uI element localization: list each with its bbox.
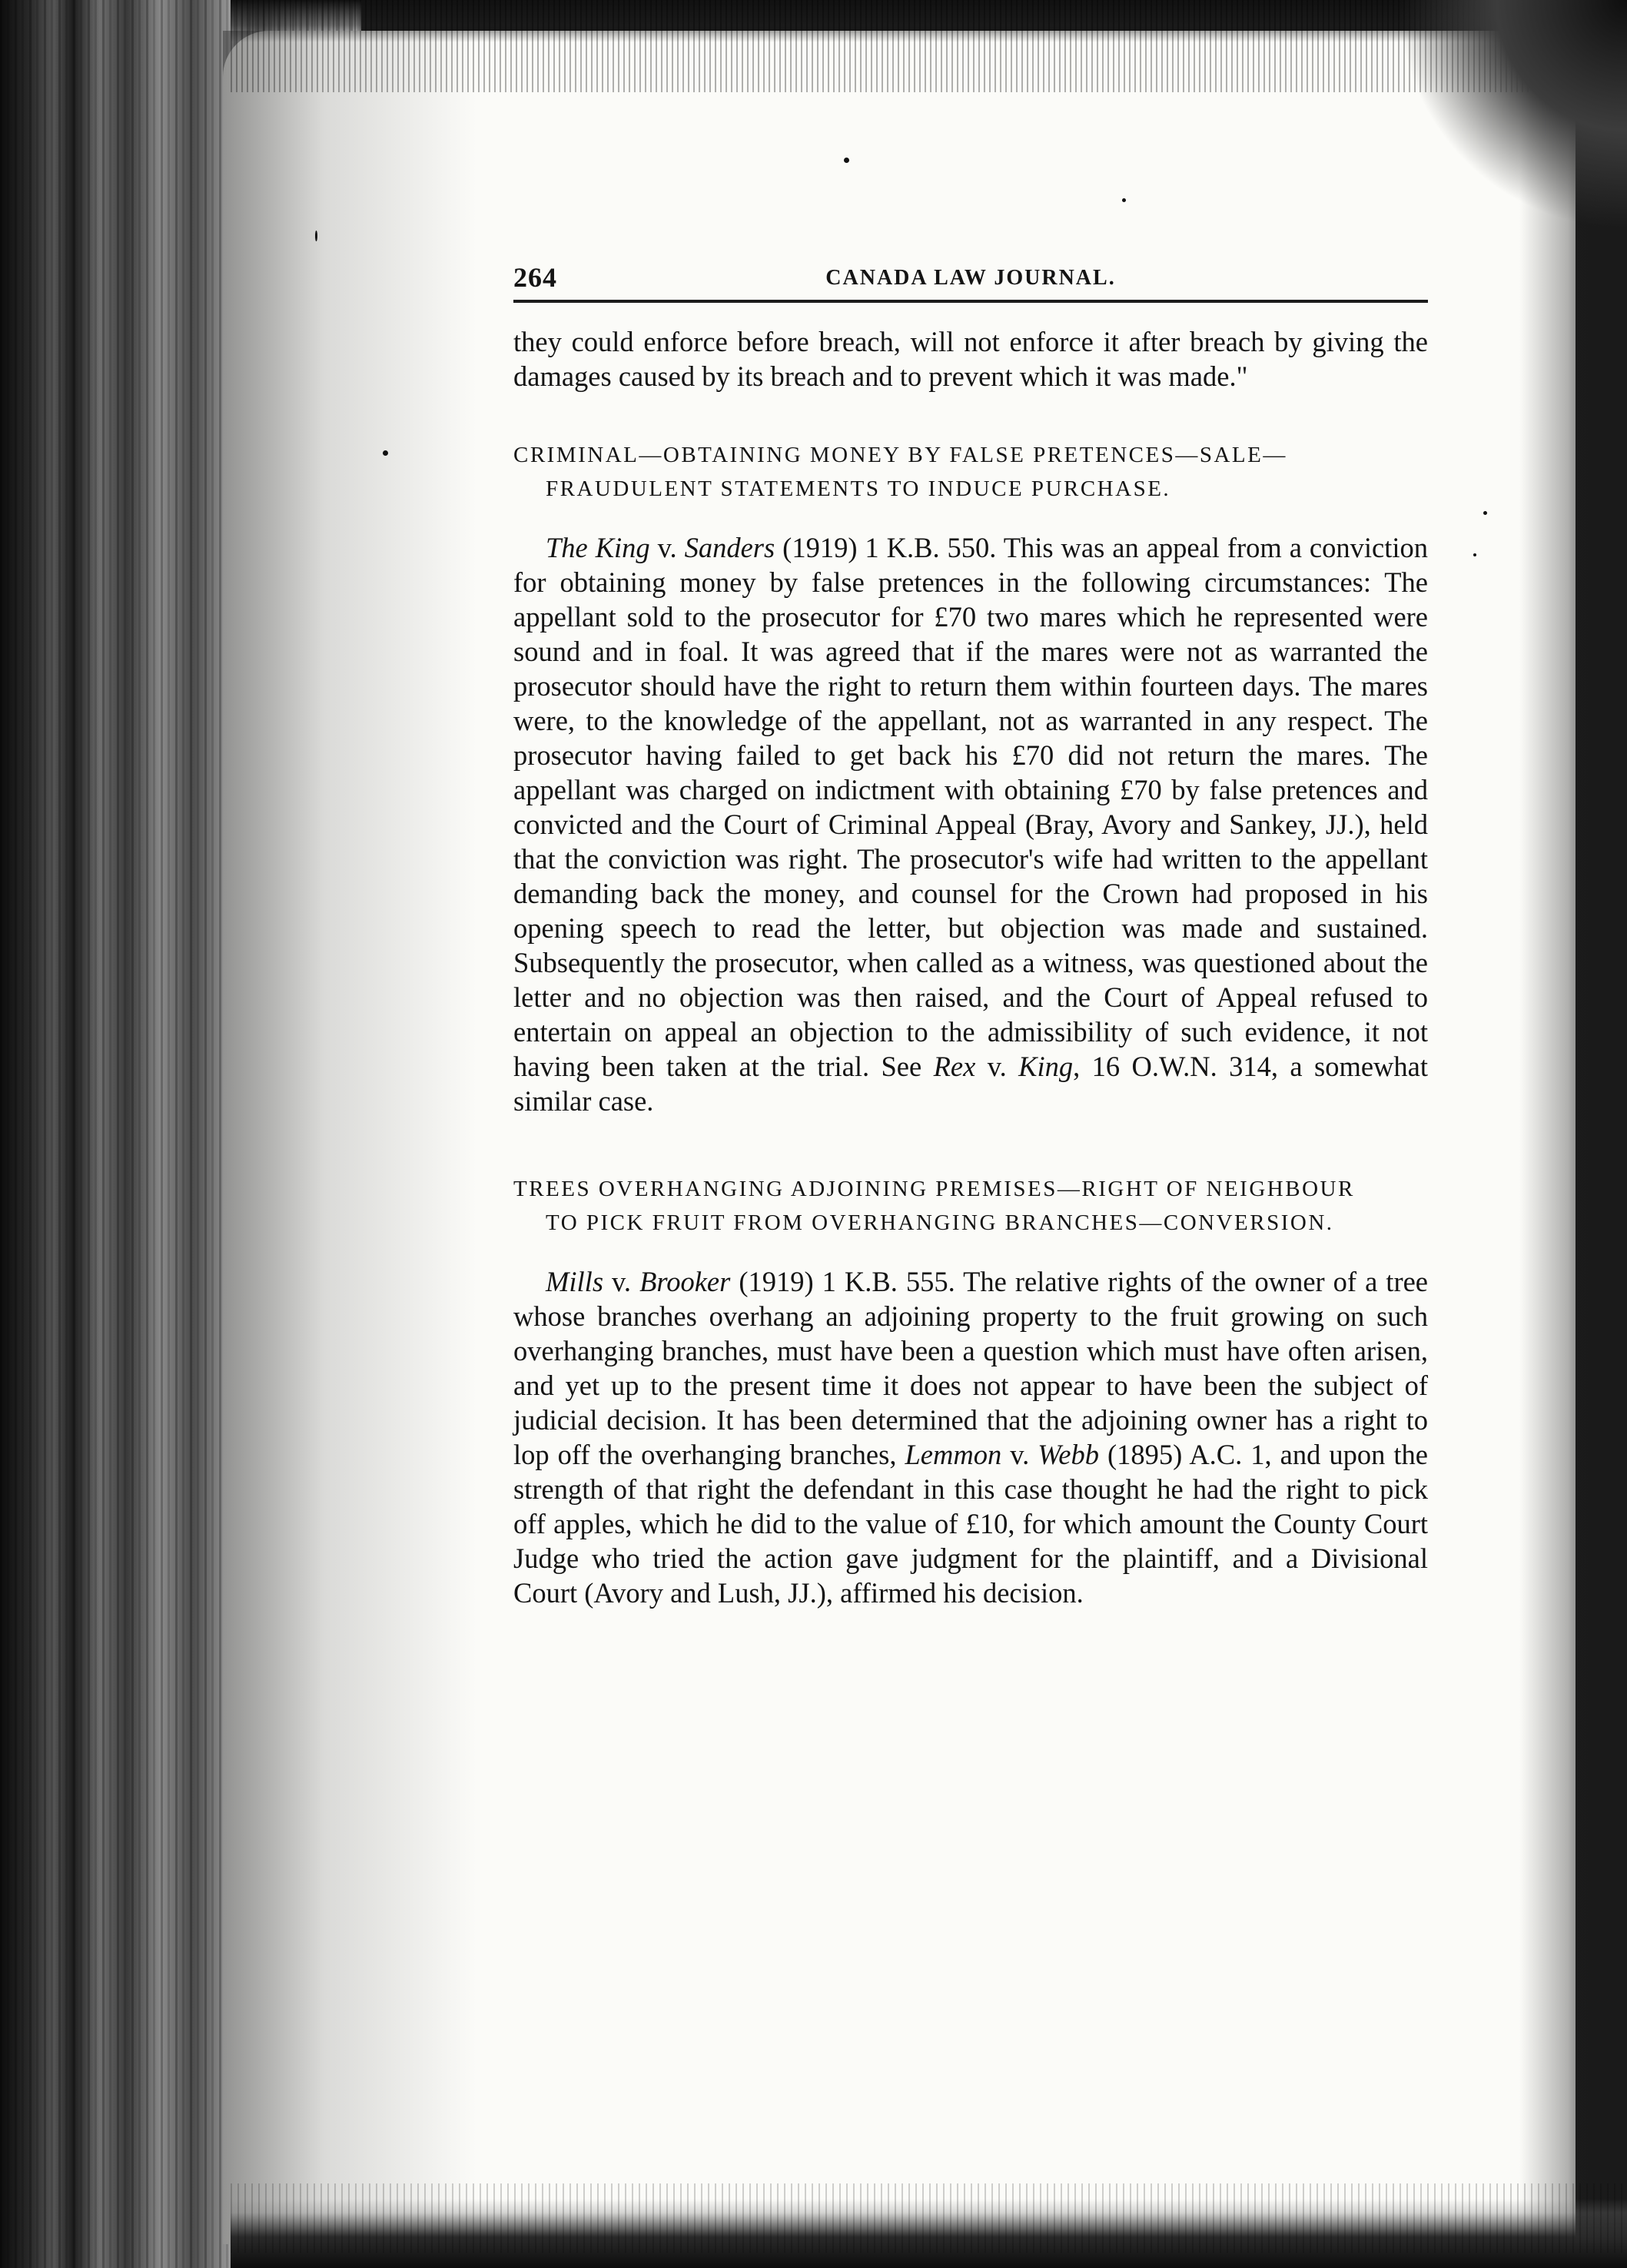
opening-paragraph: they could enforce before breach, will not enforce it after breach by giving the damages caused by its breach and to prevent which it was made." (513, 326, 1428, 392)
section-heading-trees (513, 1172, 1428, 1240)
case-party: Brooker (639, 1266, 731, 1297)
case-body: (1895) A.C. 1, and upon the strength of that right the defendant in this case thought he had the right to pick off apples, which he did to the value of £10, for which amount the County Court Judge who tried the action gave judgment for the plaintiff, and a Divisional Court (Avory and Lush, JJ.), affirmed his decision. (513, 1439, 1428, 1609)
ink-speck (1473, 553, 1476, 556)
case-body: (1919) 1 K.B. 555. The relative rights of the owner of a tree whose branches overhang an adjoining property to the fruit growing on such overhanging branches, must have been a question which must have often arisen, and yet up to the present time it does not appear to have been the subject of judicial decision. It has been determined that the adjoining owner has a right to lop off the overhanging branches, (513, 1266, 1428, 1470)
case-versus: v. (649, 532, 685, 563)
reference-versus: v. (975, 1051, 1019, 1082)
paper-curl-shadow (223, 31, 476, 2244)
page-number: 264 (513, 262, 557, 293)
case-party: The King (546, 532, 650, 563)
journal-title: CANADA LAW JOURNAL. (825, 266, 1116, 290)
page-content (513, 261, 1428, 1610)
heading-line: FRAUDULENT STATEMENTS TO INDUCE PURCHASE. (546, 477, 1171, 501)
ink-speck (1483, 511, 1487, 515)
right-edge-shadow (1519, 0, 1627, 2268)
bottom-edge-noise (231, 2183, 1627, 2253)
ink-speck (383, 450, 388, 456)
case-paragraph-king-v-sanders (513, 530, 1428, 1118)
ink-speck (315, 231, 317, 241)
case-party: Mills (546, 1266, 604, 1297)
reference-versus: v. (1001, 1439, 1038, 1470)
section-heading-criminal (513, 438, 1428, 506)
reference-party: Rex (933, 1051, 976, 1082)
heading-line: TO PICK FRUIT FROM OVERHANGING BRANCHES—CONVERSION. (546, 1210, 1334, 1235)
ink-speck (844, 158, 849, 163)
case-body: (1919) 1 K.B. 550. This was an appeal from a conviction for obtaining money by false pretences in the following circumstances: The appellant sold to the prosecutor for £70 two mares which he represented were sound and in foal. It was agreed that if the mares were not as warranted the prosecutor should have the right to return them within fourteen days. The mares were, to the knowledge of the appellant, not as warranted in any respect. The prosecutor having failed to get back his £70 did not return the mares. The appellant was charged on indictment with obtaining £70 by false pretences and convicted and the Court of Criminal Appeal (Bray, Avory and Sankey, JJ.), held that the conviction was right. The prosecutor's wife had written to the appellant demanding back the money, and counsel for the Crown had proposed in his opening speech to read the letter, but objection was made and sustained. Subsequently the prosecutor, when called as a witness, was questioned about the letter and no objection was then raised, and the Court of Appeal refused to entertain on appeal an objection to the admissibility of such evidence, it not having been taken at the trial. See (513, 532, 1428, 1082)
reference-tail: , 16 O.W.N. 314, a somewhat similar case. (513, 1051, 1429, 1117)
running-head (513, 261, 1428, 303)
reference-party: Lemmon (905, 1439, 1002, 1470)
ink-speck (1122, 198, 1126, 202)
case-party: Sanders (684, 532, 775, 563)
corner-shadow (1396, 0, 1627, 231)
case-paragraph-mills-v-brooker (513, 1264, 1428, 1610)
heading-line: TREES OVERHANGING ADJOINING PREMISES—RIGHT OF NEIGHBOUR (513, 1177, 1355, 1201)
case-versus: v. (603, 1266, 640, 1297)
reference-party: King (1018, 1051, 1074, 1082)
heading-line: CRIMINAL—OBTAINING MONEY BY FALSE PRETENCES—SALE— (513, 443, 1287, 467)
reference-party: Webb (1038, 1439, 1099, 1470)
